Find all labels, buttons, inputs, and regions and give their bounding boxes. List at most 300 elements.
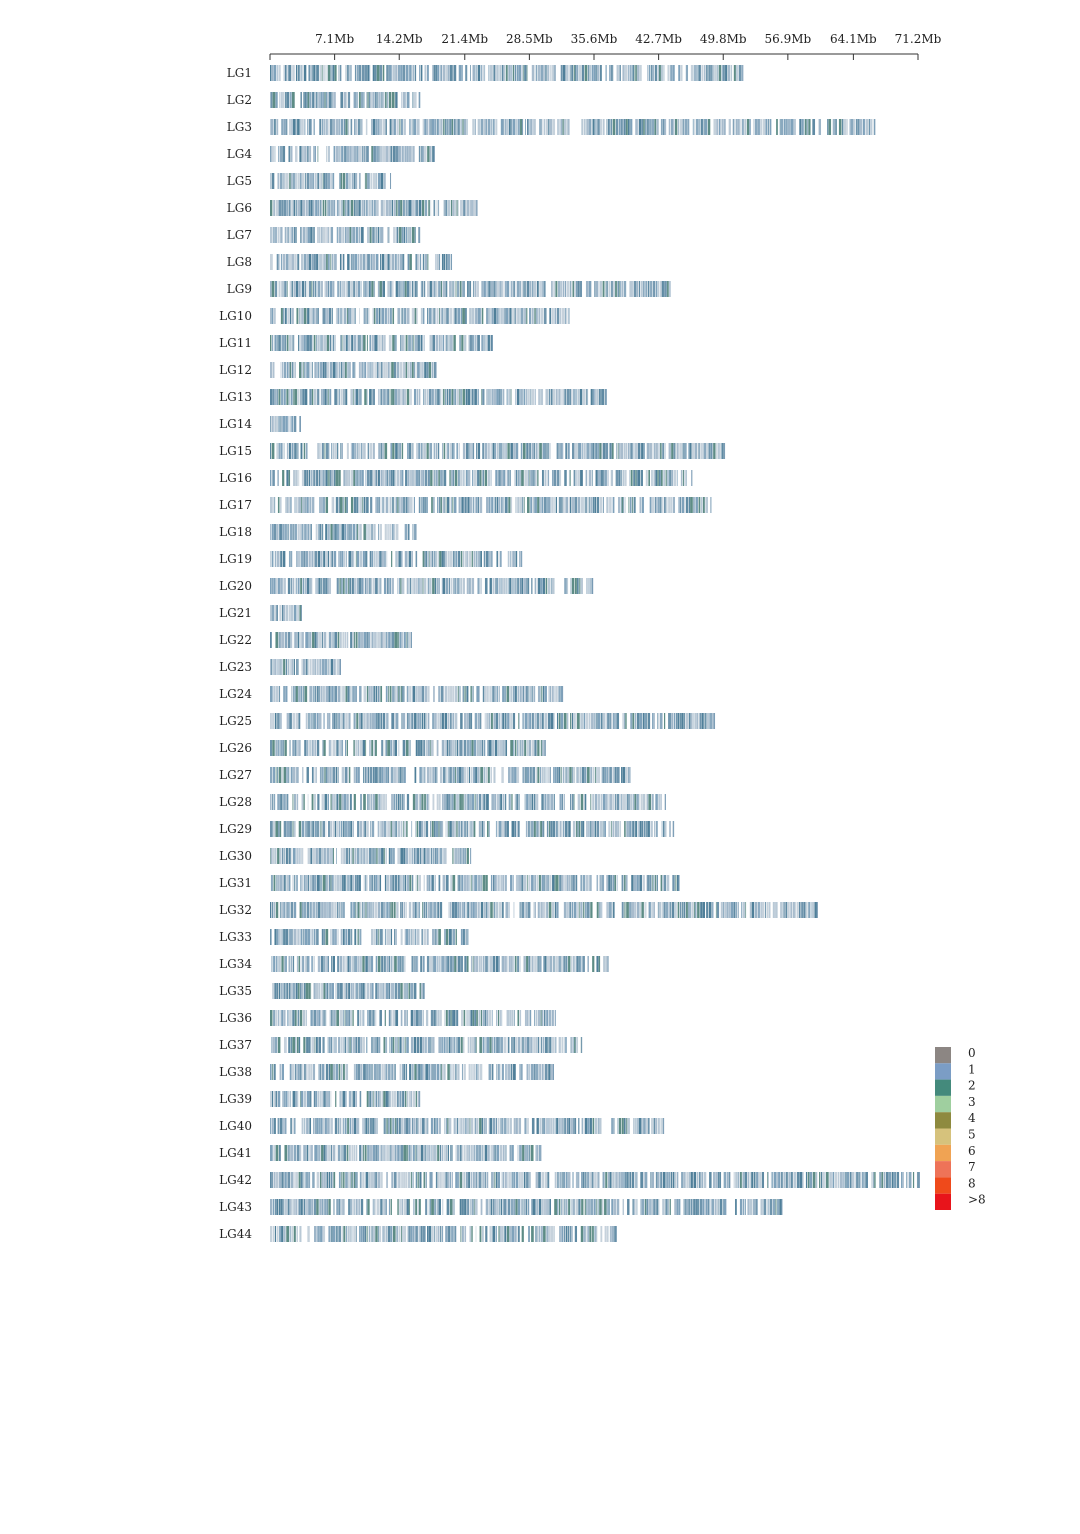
density-stripe <box>686 497 688 513</box>
density-stripe <box>314 794 316 810</box>
density-stripe <box>607 713 610 729</box>
density-stripe <box>449 470 450 486</box>
density-stripe <box>541 578 543 594</box>
density-stripe <box>519 551 521 567</box>
density-stripe <box>666 497 668 513</box>
density-stripe <box>275 821 278 837</box>
density-stripe <box>400 335 401 351</box>
density-stripe <box>302 794 304 810</box>
density-stripe <box>372 983 374 999</box>
linkage-group-row <box>227 227 420 243</box>
density-stripe <box>398 1172 400 1188</box>
density-stripe <box>476 443 477 459</box>
density-stripe <box>320 362 323 378</box>
density-stripe <box>712 902 713 918</box>
density-stripe <box>496 1064 497 1080</box>
density-stripe <box>628 443 630 459</box>
density-stripe <box>635 119 637 135</box>
density-stripe <box>405 875 407 891</box>
density-stripe <box>283 1010 285 1026</box>
density-stripe <box>345 362 347 378</box>
density-stripe <box>301 1172 303 1188</box>
density-stripe <box>295 740 297 756</box>
density-stripe <box>341 524 344 540</box>
density-stripe <box>319 497 320 513</box>
density-stripe <box>347 443 349 459</box>
density-stripe <box>359 308 360 324</box>
density-stripe <box>464 497 466 513</box>
density-stripe <box>495 470 497 486</box>
density-stripe <box>572 713 573 729</box>
density-stripe <box>572 281 573 297</box>
density-stripe <box>663 119 665 135</box>
density-stripe <box>434 1064 437 1080</box>
density-stripe <box>395 821 397 837</box>
density-stripe <box>604 821 606 837</box>
density-stripe <box>447 821 448 837</box>
density-stripe <box>511 1037 512 1053</box>
density-stripe <box>367 983 369 999</box>
density-stripe <box>716 443 718 459</box>
density-stripe <box>457 1037 460 1053</box>
density-stripe <box>316 1010 318 1026</box>
density-stripe <box>324 1064 325 1080</box>
density-stripe <box>502 65 504 81</box>
density-stripe <box>427 1145 428 1161</box>
density-stripe <box>686 65 688 81</box>
linkage-group-label: LG31 <box>219 876 252 890</box>
density-stripe <box>467 740 470 756</box>
density-stripe <box>295 146 298 162</box>
density-stripe <box>404 1010 407 1026</box>
density-stripe <box>480 767 483 783</box>
density-stripe <box>622 794 625 810</box>
density-stripe <box>355 902 356 918</box>
density-stripe <box>381 794 383 810</box>
density-stripe <box>361 470 363 486</box>
density-stripe <box>438 1010 439 1026</box>
density-stripe <box>366 119 368 135</box>
density-stripe <box>431 1064 432 1080</box>
density-stripe <box>529 821 530 837</box>
density-stripe <box>418 740 420 756</box>
density-stripe <box>416 1118 417 1134</box>
density-stripe <box>283 119 286 135</box>
density-stripe <box>571 389 572 405</box>
density-stripe <box>381 308 384 324</box>
density-stripe <box>270 632 272 648</box>
density-stripe <box>440 713 441 729</box>
density-stripe <box>517 281 519 297</box>
density-stripe <box>429 848 430 864</box>
density-stripe <box>637 902 639 918</box>
density-stripe <box>317 389 319 405</box>
density-stripe <box>452 848 453 864</box>
density-stripe <box>309 524 310 540</box>
density-stripe <box>629 119 630 135</box>
density-stripe <box>370 1145 373 1161</box>
density-stripe <box>330 929 331 945</box>
density-stripe <box>480 713 481 729</box>
density-stripe <box>519 713 520 729</box>
density-stripe <box>474 470 476 486</box>
density-stripe <box>423 389 424 405</box>
density-stripe <box>370 497 372 513</box>
density-stripe <box>292 335 293 351</box>
density-stripe <box>408 227 409 243</box>
density-stripe <box>448 1172 449 1188</box>
density-stripe <box>401 821 403 837</box>
density-stripe <box>414 848 415 864</box>
density-stripe <box>322 1172 324 1188</box>
density-stripe <box>427 1118 428 1134</box>
density-stripe <box>489 497 491 513</box>
density-stripe <box>447 335 448 351</box>
density-stripe <box>386 200 388 216</box>
density-stripe <box>301 848 303 864</box>
density-stripe <box>378 335 380 351</box>
density-stripe <box>476 281 479 297</box>
density-stripe <box>515 740 516 756</box>
density-stripe <box>595 767 596 783</box>
density-stripe <box>473 902 475 918</box>
density-stripe <box>409 308 410 324</box>
density-stripe <box>629 470 630 486</box>
density-stripe <box>561 686 563 702</box>
density-stripe <box>497 794 499 810</box>
density-stripe <box>324 848 326 864</box>
density-stripe <box>316 848 318 864</box>
density-stripe <box>835 119 836 135</box>
density-stripe <box>347 308 348 324</box>
density-stripe <box>379 362 380 378</box>
density-stripe <box>613 902 615 918</box>
density-stripe <box>438 551 439 567</box>
density-stripe <box>291 767 293 783</box>
density-stripe <box>491 497 493 513</box>
density-stripe <box>560 497 561 513</box>
density-stripe <box>473 1010 474 1026</box>
density-stripe <box>418 1172 419 1188</box>
density-stripe <box>406 362 407 378</box>
density-stripe <box>570 713 571 729</box>
density-stripe <box>555 956 557 972</box>
density-stripe <box>334 146 336 162</box>
density-stripe <box>514 1118 516 1134</box>
density-stripe <box>576 470 577 486</box>
density-stripe <box>698 65 701 81</box>
density-stripe <box>501 767 503 783</box>
density-stripe <box>274 1064 276 1080</box>
density-stripe <box>282 470 284 486</box>
density-stripe <box>334 254 337 270</box>
density-stripe <box>368 443 369 459</box>
density-stripe <box>416 308 417 324</box>
density-stripe <box>639 794 640 810</box>
density-stripe <box>304 65 306 81</box>
linkage-group-row <box>219 443 725 459</box>
density-stripe <box>435 119 436 135</box>
density-stripe <box>553 1118 554 1134</box>
density-stripe <box>430 281 432 297</box>
density-stripe <box>541 1037 542 1053</box>
density-stripe <box>699 443 700 459</box>
density-stripe <box>526 443 528 459</box>
density-stripe <box>289 335 291 351</box>
density-stripe <box>659 470 661 486</box>
density-stripe <box>676 902 677 918</box>
density-stripe <box>464 119 466 135</box>
density-stripe <box>521 443 523 459</box>
density-stripe <box>639 281 640 297</box>
density-stripe <box>639 65 641 81</box>
density-stripe <box>550 956 552 972</box>
density-stripe <box>431 740 434 756</box>
density-stripe <box>524 902 525 918</box>
density-stripe <box>466 929 467 945</box>
density-stripe <box>371 146 373 162</box>
density-stripe <box>427 956 429 972</box>
density-stripe <box>346 173 349 189</box>
density-stripe <box>352 848 353 864</box>
density-stripe <box>380 119 382 135</box>
density-stripe <box>345 1010 346 1026</box>
density-stripe <box>582 821 584 837</box>
density-stripe <box>294 902 297 918</box>
density-stripe <box>559 1118 560 1134</box>
density-stripe <box>324 335 327 351</box>
density-stripe <box>394 713 395 729</box>
density-stripe <box>289 497 290 513</box>
density-stripe <box>724 902 726 918</box>
density-stripe <box>356 227 358 243</box>
density-stripe <box>281 1172 283 1188</box>
density-stripe <box>546 875 548 891</box>
density-stripe <box>328 389 329 405</box>
density-stripe <box>417 362 420 378</box>
density-stripe <box>685 443 687 459</box>
density-stripe <box>346 200 347 216</box>
density-stripe <box>326 821 327 837</box>
density-stripe <box>432 821 434 837</box>
density-stripe <box>465 308 467 324</box>
density-stripe <box>315 1118 317 1134</box>
density-stripe <box>397 578 398 594</box>
density-stripe <box>333 632 334 648</box>
density-stripe <box>409 146 412 162</box>
density-stripe <box>428 713 430 729</box>
density-stripe <box>296 65 297 81</box>
density-stripe <box>360 983 361 999</box>
density-stripe <box>398 686 399 702</box>
density-stripe <box>456 119 457 135</box>
density-stripe <box>374 1172 375 1188</box>
density-stripe <box>289 605 290 621</box>
density-stripe <box>343 983 345 999</box>
density-stripe <box>284 443 285 459</box>
density-stripe <box>270 443 271 459</box>
density-stripe <box>874 119 875 135</box>
density-stripe <box>293 956 294 972</box>
density-stripe <box>625 794 626 810</box>
density-stripe <box>378 524 379 540</box>
density-bar <box>270 524 417 540</box>
linkage-group-label: LG5 <box>226 174 252 188</box>
density-stripe <box>603 119 605 135</box>
density-stripe <box>314 740 316 756</box>
density-stripe <box>607 902 608 918</box>
density-stripe <box>365 551 367 567</box>
density-stripe <box>495 578 496 594</box>
density-stripe <box>321 227 323 243</box>
density-stripe <box>313 1064 315 1080</box>
density-stripe <box>354 929 356 945</box>
density-stripe <box>384 173 386 189</box>
density-stripe <box>609 65 611 81</box>
density-stripe <box>361 983 362 999</box>
density-stripe <box>311 551 313 567</box>
density-stripe <box>324 1172 326 1188</box>
density-stripe <box>378 1145 379 1161</box>
density-stripe <box>326 308 328 324</box>
density-stripe <box>293 848 296 864</box>
density-stripe <box>328 254 330 270</box>
density-stripe <box>476 1037 477 1053</box>
density-stripe <box>539 497 540 513</box>
density-stripe <box>288 659 289 675</box>
density-stripe <box>397 1172 398 1188</box>
density-stripe <box>660 281 662 297</box>
density-stripe <box>293 470 295 486</box>
density-stripe <box>300 524 302 540</box>
density-stripe <box>686 470 687 486</box>
density-stripe <box>333 362 336 378</box>
density-stripe <box>378 983 380 999</box>
density-stripe <box>335 821 336 837</box>
density-stripe <box>517 686 519 702</box>
density-stripe <box>513 686 515 702</box>
density-stripe <box>283 902 284 918</box>
density-stripe <box>695 65 696 81</box>
density-stripe <box>365 956 368 972</box>
density-stripe <box>517 1010 519 1026</box>
density-stripe <box>335 929 336 945</box>
density-stripe <box>462 848 464 864</box>
density-stripe <box>458 875 459 891</box>
density-stripe <box>281 956 283 972</box>
density-stripe <box>534 740 536 756</box>
density-stripe <box>383 362 386 378</box>
density-stripe <box>443 578 446 594</box>
density-stripe <box>347 524 348 540</box>
density-stripe <box>326 173 328 189</box>
density-stripe <box>467 821 468 837</box>
density-stripe <box>497 497 498 513</box>
density-stripe <box>478 1064 479 1080</box>
density-stripe <box>429 362 431 378</box>
density-stripe <box>854 119 856 135</box>
density-stripe <box>568 308 569 324</box>
density-stripe <box>364 632 366 648</box>
density-stripe <box>356 1118 358 1134</box>
density-stripe <box>469 821 470 837</box>
density-stripe <box>577 470 580 486</box>
density-stripe <box>436 389 437 405</box>
density-stripe <box>585 1118 587 1134</box>
density-stripe <box>270 92 271 108</box>
density-stripe <box>440 389 441 405</box>
density-stripe <box>528 1064 530 1080</box>
density-stripe <box>289 956 290 972</box>
density-stripe <box>482 740 483 756</box>
linkage-group-row <box>219 767 630 783</box>
density-stripe <box>371 119 373 135</box>
density-stripe <box>336 308 337 324</box>
density-stripe <box>799 902 801 918</box>
density-stripe <box>775 902 778 918</box>
density-stripe <box>555 875 556 891</box>
density-stripe <box>339 1064 341 1080</box>
density-stripe <box>432 281 433 297</box>
density-stripe <box>545 389 548 405</box>
density-stripe <box>311 875 312 891</box>
density-stripe <box>447 1037 448 1053</box>
density-stripe <box>280 875 282 891</box>
density-stripe <box>384 767 385 783</box>
density-bar <box>270 497 711 513</box>
density-stripe <box>315 173 317 189</box>
density-stripe <box>680 713 682 729</box>
density-stripe <box>402 686 403 702</box>
density-stripe <box>283 659 285 675</box>
density-stripe <box>409 713 411 729</box>
density-stripe <box>510 1118 512 1134</box>
density-stripe <box>517 821 518 837</box>
density-stripe <box>873 119 874 135</box>
density-stripe <box>651 821 653 837</box>
density-stripe <box>270 929 271 945</box>
density-stripe <box>379 551 382 567</box>
density-stripe <box>289 551 290 567</box>
density-stripe <box>272 1037 274 1053</box>
density-stripe <box>358 1118 359 1134</box>
density-stripe <box>452 1172 453 1188</box>
density-stripe <box>612 794 614 810</box>
density-stripe <box>334 686 337 702</box>
density-stripe <box>631 470 633 486</box>
density-stripe <box>341 200 342 216</box>
density-stripe <box>595 1118 598 1134</box>
density-stripe <box>360 524 362 540</box>
density-stripe <box>355 254 357 270</box>
linkage-group-row <box>219 1037 582 1053</box>
density-stripe <box>576 389 577 405</box>
density-stripe <box>364 875 365 891</box>
linkage-group-rows <box>219 65 920 1242</box>
density-stripe <box>647 794 649 810</box>
density-stripe <box>593 497 595 513</box>
density-stripe <box>384 1010 385 1026</box>
density-stripe <box>325 1010 326 1026</box>
density-stripe <box>375 119 377 135</box>
density-stripe <box>295 497 296 513</box>
density-stripe <box>415 65 416 81</box>
density-stripe <box>550 794 553 810</box>
density-stripe <box>392 497 394 513</box>
density-stripe <box>505 875 507 891</box>
density-stripe <box>610 119 612 135</box>
density-stripe <box>356 1145 358 1161</box>
